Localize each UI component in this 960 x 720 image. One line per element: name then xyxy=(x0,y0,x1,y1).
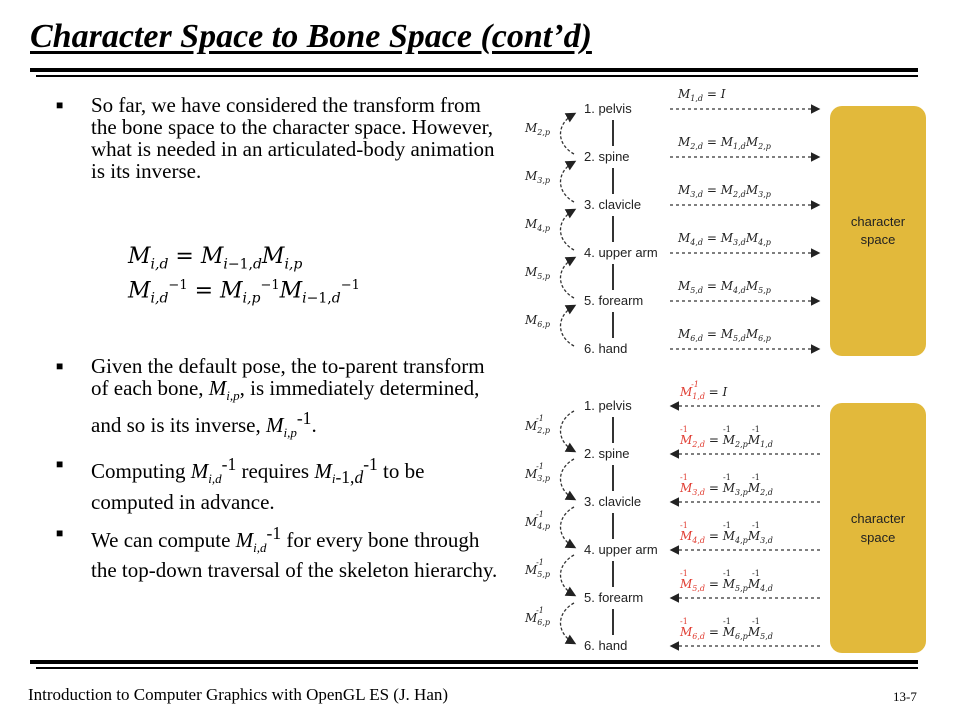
title-rule-thick xyxy=(30,68,918,72)
bone-label-top: 1. pelvis xyxy=(584,101,632,116)
bullet-item: ■ Given the default pose, the to-parent transform of each bone, $M_{i,p}$, is immediately determined, and so is its inverse, $M_{i,p}^{-1}$. xyxy=(56,354,485,441)
bullet-text: to be computed in advance. xyxy=(91,459,425,514)
svg-text:-1: -1 xyxy=(680,521,688,530)
svg-text:-1: -1 xyxy=(680,569,688,578)
svg-text:-1: -1 xyxy=(680,425,688,434)
bullet-text: So far, we have considered the transform from the bone space to the character space. However, what is needed in an articulated-body animation is its inverse. xyxy=(91,93,495,183)
svg-text:M4,p-1: $M_{4,p}-1$ xyxy=(525,510,551,531)
svg-text:M5,p-1: $M_{5,p}-1$ xyxy=(525,558,551,579)
bullet-item xyxy=(56,94,506,182)
svg-text:-1: -1 xyxy=(723,473,731,482)
svg-text:M4,d = M4,pM3,d: $M_{4,d} = M_{4,p}M_{3,d}$ xyxy=(680,529,773,545)
bullet-list-top xyxy=(56,94,506,191)
svg-text:M4,d = M3,dM4,p: $M_{4,d} = M_{3,d}M_{4,p}$ xyxy=(678,231,771,247)
bone-label-bottom: 1. pelvis xyxy=(584,398,632,413)
bullet-text: . xyxy=(311,413,317,438)
bone-label-top: 2. spine xyxy=(584,149,630,164)
footer-rule-thin xyxy=(36,667,918,669)
svg-text:M2,d = M1,dM2,p: $M_{2,d} = M_{1,d}M_{2,p}$ xyxy=(678,135,771,151)
bone-label-bottom: 4. upper arm xyxy=(584,542,658,557)
svg-text:M1,d = I: $M_{1,d} = I$ xyxy=(678,87,726,103)
svg-text:M3,d = M3,pM2,d: $M_{3,d} = M_{3,p}M_{2,d}$ xyxy=(680,481,773,497)
formula-line-1: $M_{i,d} = M_{i-1,d}M_{i,p}$ xyxy=(128,244,303,273)
bone-label-bottom: 3. clavicle xyxy=(584,494,642,509)
bullet-text: requires xyxy=(236,459,315,484)
character-space-label-bottom: space xyxy=(860,530,896,545)
formula-block xyxy=(128,244,360,312)
svg-text:M6,d = M5,dM6,p: $M_{6,d} = M_{5,d}M_{6,p}$ xyxy=(678,327,771,343)
bullet-text: Given the default pose, the to-parent transform of each bone, xyxy=(91,354,485,400)
square-bullet-icon: ■ xyxy=(56,98,64,112)
svg-text:M1,d-1 = I: $M_{1,d}-1 = I$ xyxy=(680,380,728,401)
bone-label-top: 4. upper arm xyxy=(584,245,658,260)
svg-text:M2,p: $M_{2,p}$ xyxy=(525,121,551,137)
character-space-box-top xyxy=(830,106,926,356)
bone-space-diagram xyxy=(520,80,930,655)
svg-text:M5,d = M5,pM4,d: $M_{5,d} = M_{5,p}M_{4,d}$ xyxy=(680,577,773,593)
bone-label-top: 6. hand xyxy=(584,341,628,356)
svg-text:-1: -1 xyxy=(752,617,760,626)
character-space-label-top: character xyxy=(850,214,906,229)
inverse-transform-labels-bottom xyxy=(679,380,773,641)
bullet-list-bottom xyxy=(56,355,506,590)
svg-text:-1: -1 xyxy=(752,473,760,482)
svg-text:-1: -1 xyxy=(680,473,688,482)
svg-text:-1: -1 xyxy=(723,617,731,626)
svg-text:M3,d = M2,dM3,p: $M_{3,d} = M_{2,d}M_{3,p}$ xyxy=(678,183,771,199)
svg-text:M6,p-1: $M_{6,p}-1$ xyxy=(525,606,551,627)
bone-transform-labels-top xyxy=(677,87,771,343)
bullet-item: ■ Computing $M_{i,d}^{-1}$ requires $M_{i-1,d}^{-1}$ to be computed in advance. xyxy=(56,454,425,514)
to-parent-arrows-top xyxy=(561,114,575,346)
svg-text:M2,p-1: $M_{2,p}-1$ xyxy=(525,414,551,435)
svg-text:M6,d = M6,pM5,d: $M_{6,d} = M_{6,p}M_{5,d}$ xyxy=(680,625,773,641)
character-space-box-bottom xyxy=(830,403,926,653)
inverse-superscripts xyxy=(680,425,760,626)
inverse-arrows-bottom xyxy=(561,411,575,643)
footer-text: Introduction to Computer Graphics with OpenGL ES (J. Han) xyxy=(28,685,449,704)
svg-text:M6,p: $M_{6,p}$ xyxy=(525,313,551,329)
bullet-text: , is immediately determined, and so is its inverse, xyxy=(91,376,480,438)
bone-label-bottom: 6. hand xyxy=(584,638,628,653)
svg-text:-1: -1 xyxy=(752,425,760,434)
bullet-item: ■ We can compute $M_{i,d}^{-1}$ for every bone through the top-down traversal of the skeleton hierarchy. xyxy=(56,522,498,582)
character-space-label-bottom: character xyxy=(850,511,906,526)
svg-text:M2,d = M2,pM1,d: $M_{2,d} = M_{2,p}M_{1,d}$ xyxy=(680,433,773,449)
bone-label-bottom: 2. spine xyxy=(584,446,630,461)
to-parent-labels-top xyxy=(524,121,550,329)
bullet-text: Computing xyxy=(91,459,191,484)
svg-text:-1: -1 xyxy=(723,569,731,578)
svg-text:M5,d = M4,dM5,p: $M_{5,d} = M_{4,d}M_{5,p}$ xyxy=(678,279,771,295)
bullet-text: for every bone through the top-down traversal of the skeleton hierarchy. xyxy=(91,527,498,582)
square-bullet-icon: ■ xyxy=(56,525,64,540)
bone-label-top: 3. clavicle xyxy=(584,197,642,212)
square-bullet-icon: ■ xyxy=(56,359,64,373)
svg-text:-1: -1 xyxy=(680,617,688,626)
slide-title: Character Space to Bone Space (cont’d) xyxy=(30,18,592,55)
bone-label-bottom: 5. forearm xyxy=(584,590,644,605)
bone-label-top: 5. forearm xyxy=(584,293,644,308)
svg-text:M3,p: $M_{3,p}$ xyxy=(525,169,551,185)
svg-text:-1: -1 xyxy=(723,425,731,434)
svg-text:M5,p: $M_{5,p}$ xyxy=(525,265,551,281)
title-rule-thin xyxy=(36,75,918,77)
page-number: 13-7 xyxy=(893,689,917,704)
svg-text:-1: -1 xyxy=(752,569,760,578)
svg-text:M4,p: $M_{4,p}$ xyxy=(525,217,551,233)
svg-text:-1: -1 xyxy=(723,521,731,530)
inverse-labels-bottom xyxy=(524,414,550,627)
svg-text:M3,p-1: $M_{3,p}-1$ xyxy=(525,462,551,483)
svg-text:-1: -1 xyxy=(752,521,760,530)
bullet-text: We can compute xyxy=(91,527,236,552)
footer-rule-thick xyxy=(30,660,918,664)
square-bullet-icon: ■ xyxy=(56,457,64,472)
character-space-label-top: space xyxy=(860,232,896,247)
formula-line-2: $M_{i,d}^{-1} = M_{i,p}^{-1}M_{i-1,d}^{-1}$ xyxy=(128,278,360,307)
